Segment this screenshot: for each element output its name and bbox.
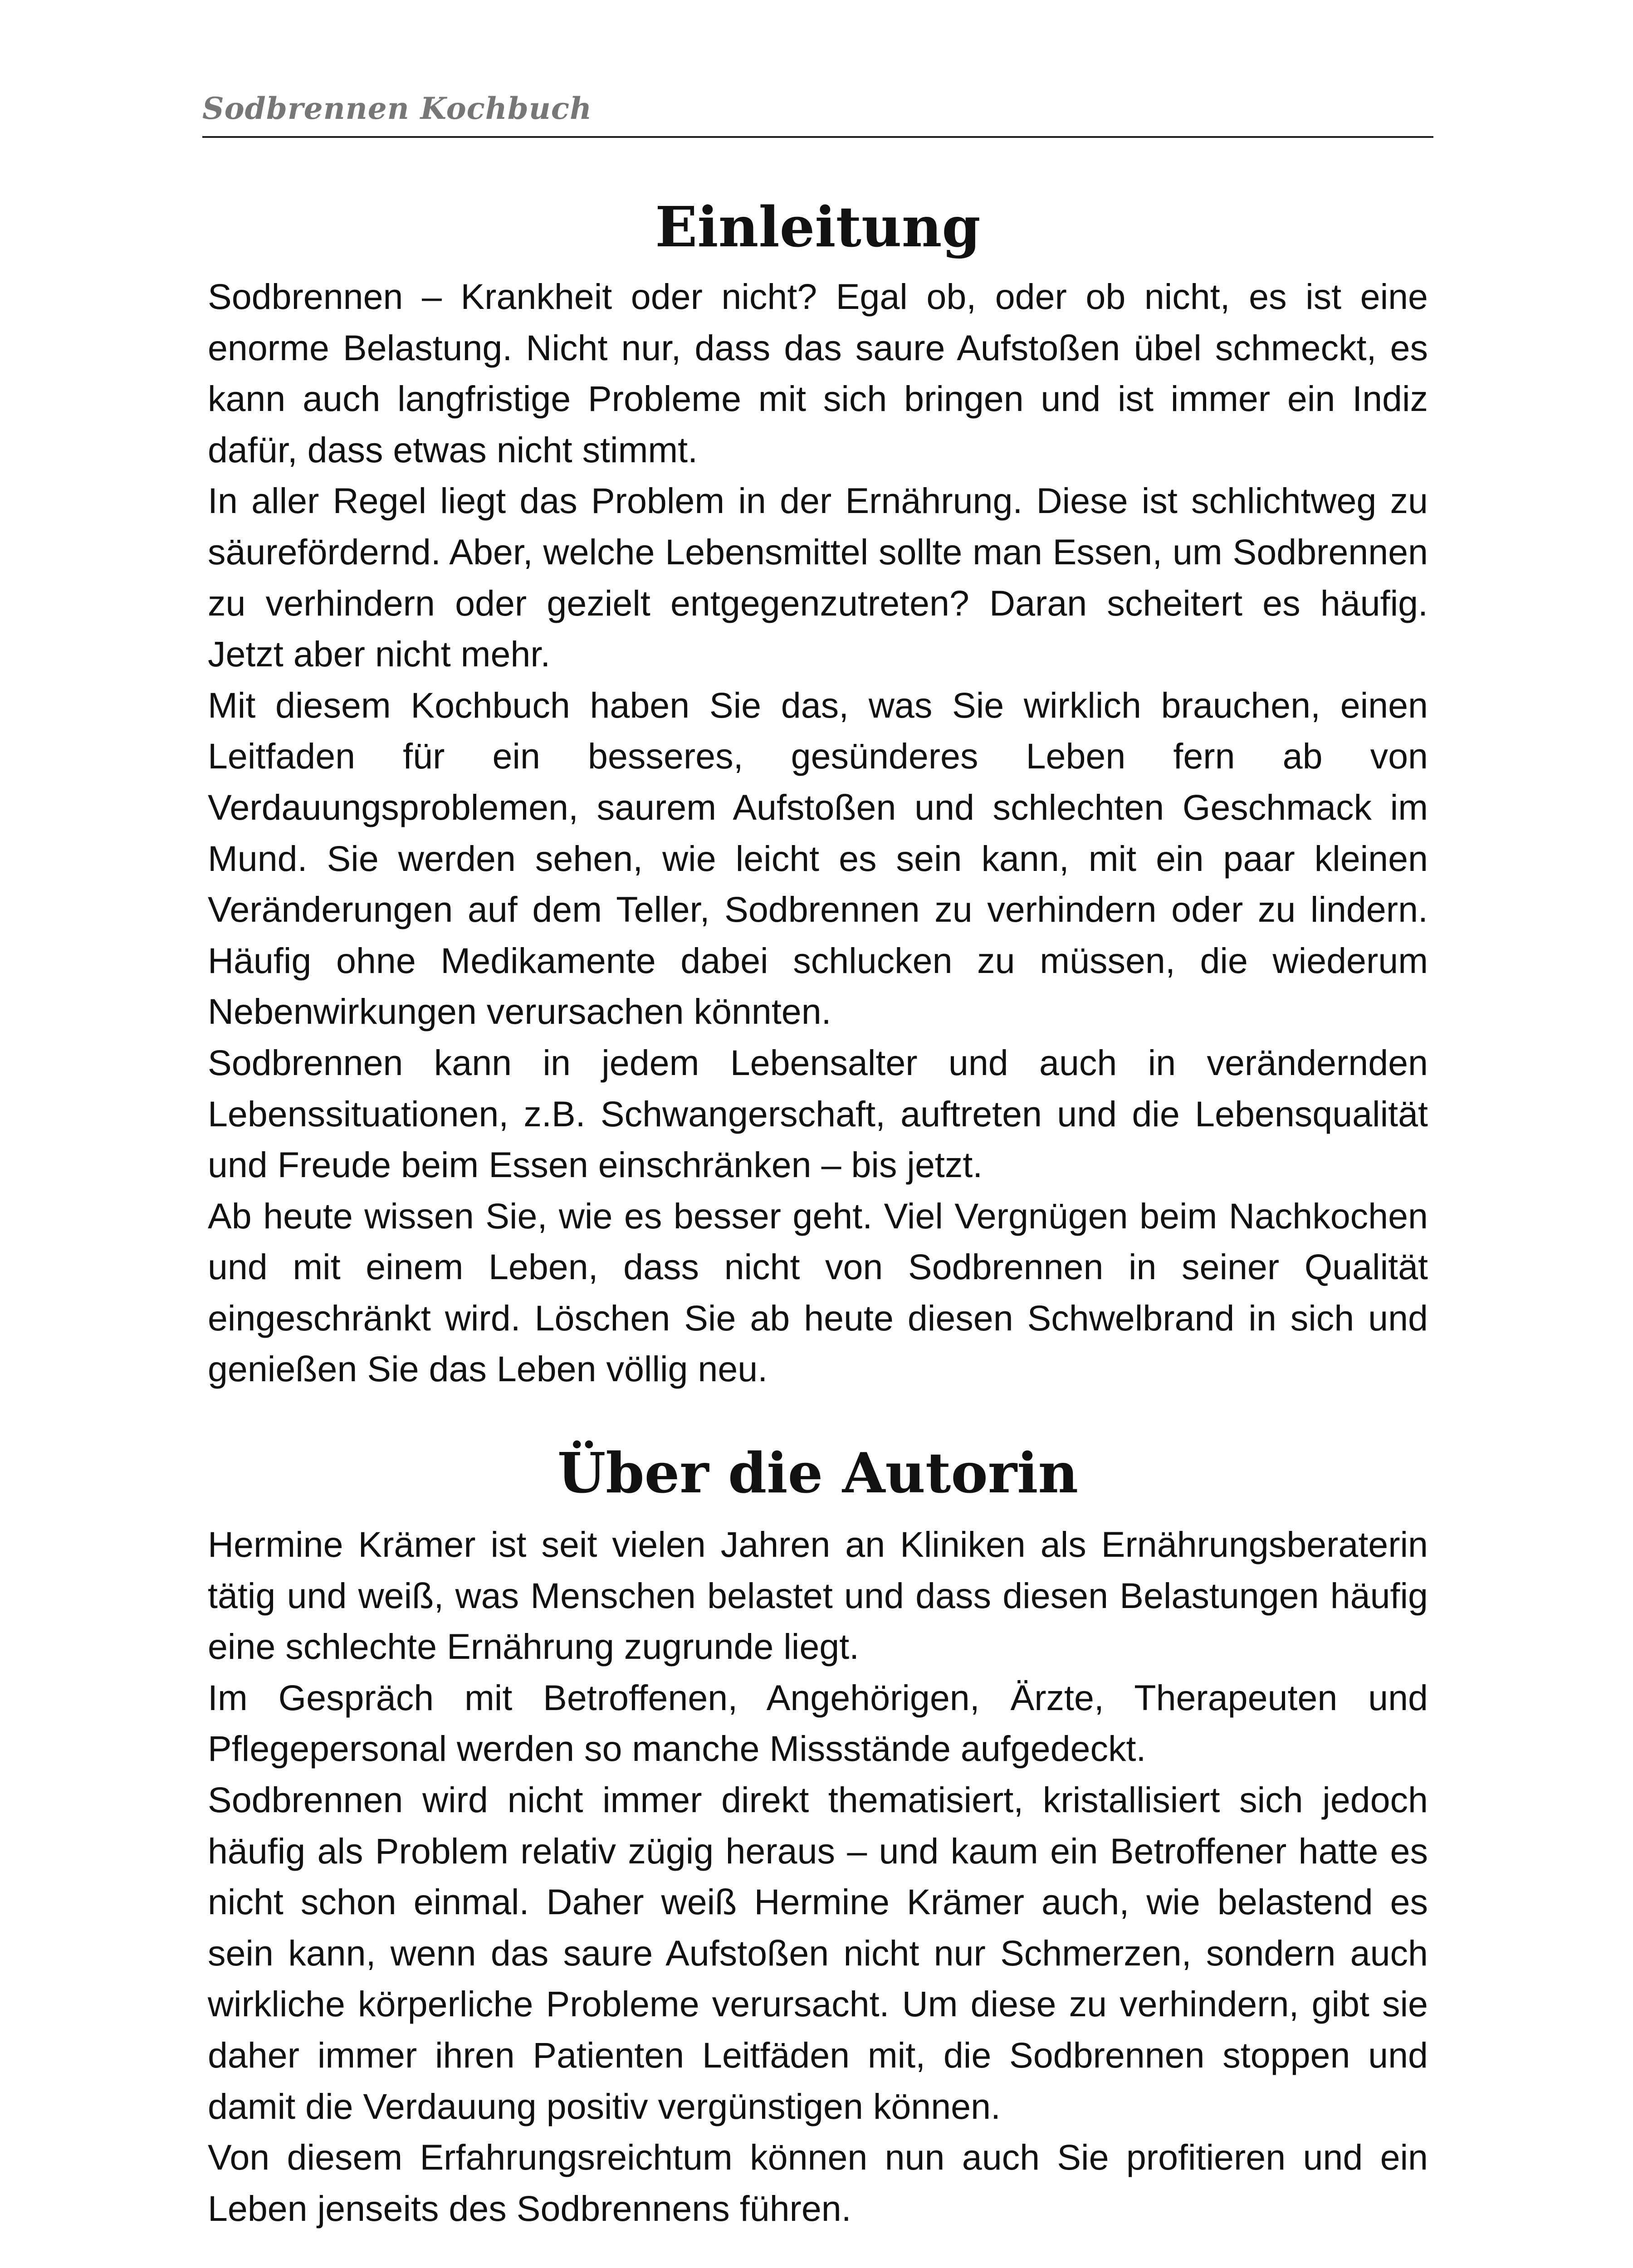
section-title-einleitung: Einleitung	[655, 194, 981, 259]
paragraph: Mit diesem Kochbuch haben Sie das, was Sie wirklich brauchen, einen Leitfaden für ein besseres, gesünderes Leben fern ab von Verdauungsproblemen, saurem Aufstoßen und schlechten Geschmack im Mund. Sie werden sehen, wie leicht es sein kann, mit ein paar kleinen Veränderungen auf dem Teller, Sodbrennen zu verhindern oder zu lindern. Häufig ohne Medikamente dabei schlucken zu müssen, die wiederum Nebenwirkungen verursachen könnten.	[208, 684, 1428, 1032]
paragraph: Sodbrennen – Krankheit oder nicht? Egal ob, oder ob nicht, es ist eine enorme Belastung. Nicht nur, dass das saure Aufstoßen übel schmeckt, es kann auch langfristige Probleme mit sich bringen und ist immer ein Indiz dafür, dass etwas nicht stimmt.	[208, 276, 1428, 470]
paragraph: Von diesem Erfahrungsreichtum können nun auch Sie profitieren und ein Leben jenseits des Sodbrennens führen.	[208, 2137, 1428, 2229]
paragraph: Sodbrennen wird nicht immer direkt thematisiert, kristallisiert sich jedoch häufig als Problem relativ zügig heraus – und kaum ein Betroffener hatte es nicht schon einmal. Daher weiß Hermine Krämer auch, wie belastend es sein kann, wenn das saure Aufstoßen nicht nur Schmerzen, sondern auch wirkliche körperliche Probleme verursacht. Um diese zu verhindern, gibt sie daher immer ihren Patienten Leitfäden mit, die Sodbrennen stoppen und damit die Verdauung positiv vergünstigen können.	[208, 1779, 1428, 2126]
running-header: Sodbrennen Kochbuch	[202, 91, 592, 126]
paragraph: In aller Regel liegt das Problem in der Ernährung. Diese ist schlichtweg zu säurefördernd. Aber, welche Lebensmittel sollte man Essen, um Sodbrennen zu verhindern oder gezielt entgegenzutreten? Daran scheitert es häufig. Jetzt aber nicht mehr.	[208, 480, 1428, 675]
header-rule	[202, 136, 1433, 138]
section-title-autorin: Über die Autorin	[557, 1440, 1079, 1506]
paragraph: Ab heute wissen Sie, wie es besser geht. Viel Vergnügen beim Nachkochen und mit einem Leben, dass nicht von Sodbrennen in seiner Qualität eingeschränkt wird. Löschen Sie ab heute diesen Schwelbrand in sich und genießen Sie das Leben völlig neu.	[208, 1195, 1428, 1389]
paragraph: Hermine Krämer ist seit vielen Jahren an Kliniken als Ernährungsberaterin tätig und weiß, was Menschen belastet und dass diesen Belastungen häufig eine schlechte Ernährung zugrunde liegt.	[208, 1524, 1428, 1667]
paragraph: Im Gespräch mit Betroffenen, Angehörigen, Ärzte, Therapeuten und Pflegepersonal werden so manche Missstände aufgedeckt.	[208, 1677, 1428, 1769]
paragraph: Sodbrennen kann in jedem Lebensalter und auch in verändernden Lebenssituationen, z.B. Schwangerschaft, auftreten und die Lebensqualität und Freude beim Essen einschränken – bis jetzt.	[208, 1042, 1428, 1185]
page-content	[208, 191, 1428, 2234]
